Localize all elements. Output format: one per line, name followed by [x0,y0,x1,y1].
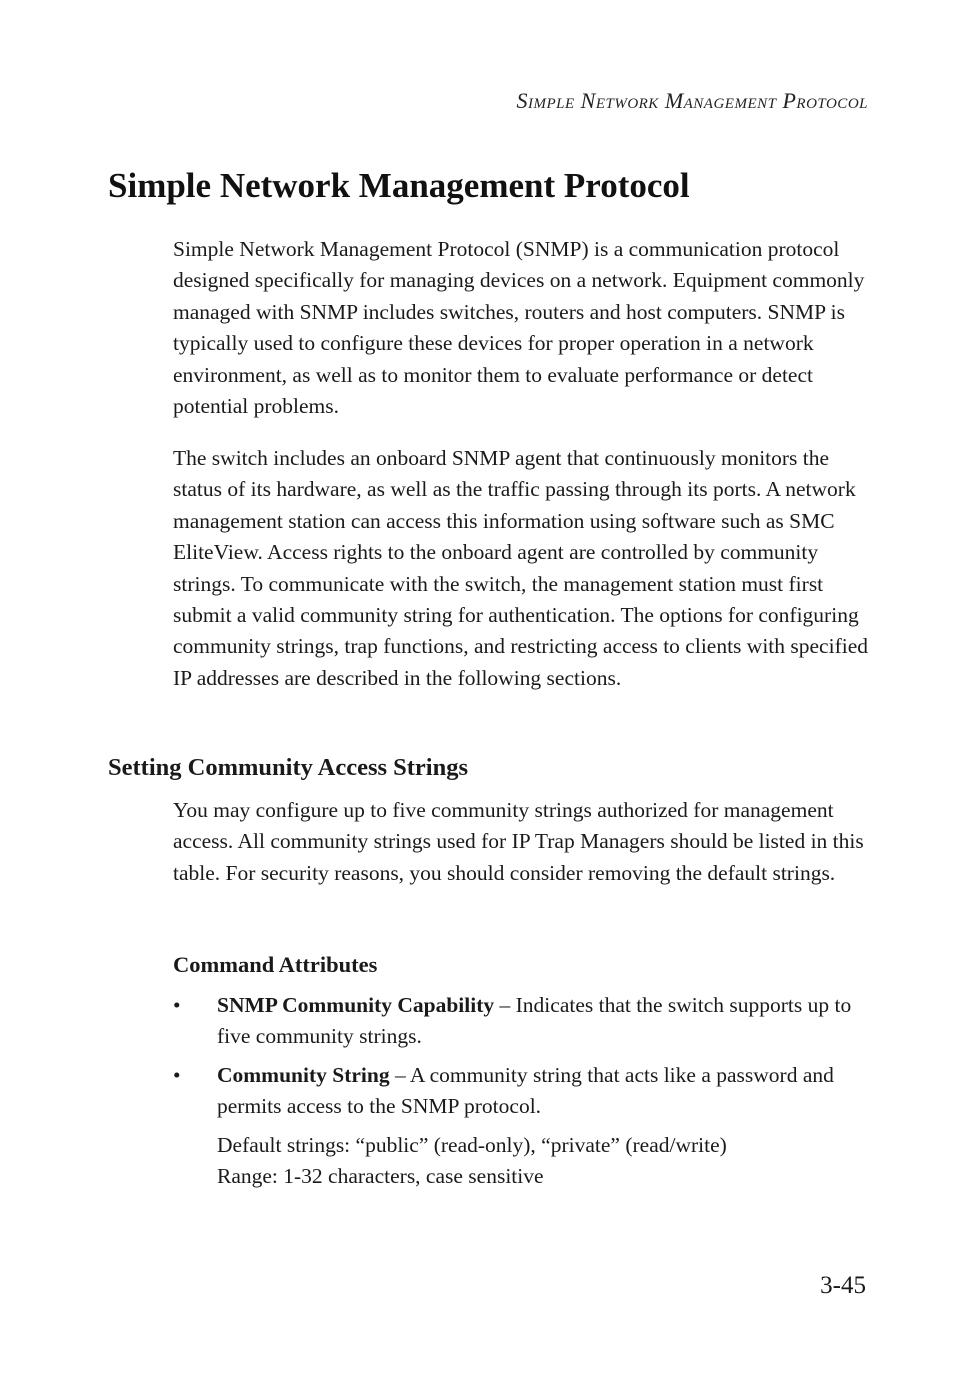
command-attributes-heading: Command Attributes [173,952,378,977]
attribute-description: – Indicates that the switch supports up to five community strings. [217,993,852,1049]
range-note: Range: 1-32 characters, case sensitive [217,1164,544,1188]
attribute-body [217,1060,873,1123]
page-title: Simple Network Management Protocol [108,166,690,205]
bullet-icon: • [173,993,181,1017]
attribute-description: – A community string that acts like a password and permits access to the SNMP protocol. [217,1063,834,1119]
attribute-body [217,990,873,1053]
default-strings-note: Default strings: “public” (read-only), “private” (read/write) [217,1133,727,1157]
attribute-term: SNMP Community Capability [217,993,495,1017]
attribute-item-snmp-community-capability [173,990,873,1053]
bullet-icon: • [173,1063,181,1087]
attribute-term: Community String [217,1063,390,1087]
section-paragraph: You may configure up to five community strings authorized for management access. All community strings used for IP Trap Managers should be listed in this table. For security reasons, you should consider removing the default strings. [173,798,864,885]
attribute-item-community-string [173,1060,873,1123]
intro-paragraph-2: The switch includes an onboard SNMP agent that continuously monitors the status of its hardware, as well as the traffic passing through its ports. A network management station can access this information using software such as SMC EliteView. Access rights to the onboard agent are controlled by community strings. To communicate with the switch, the management station must first submit a valid community string for authentication. The options for configuring community strings, trap functions, and restricting access to clients with specified IP addresses are described in the following sections. [173,446,869,690]
intro-paragraph-1: Simple Network Management Protocol (SNMP) is a communication protocol designed specifically for managing devices on a network. Equipment commonly managed with SNMP includes switches, routers and host computers. SNMP is typically used to configure these devices for proper operation in a network environment, as well as to monitor them to evaluate performance or detect potential problems. [173,237,865,419]
section-heading: Setting Community Access Strings [108,754,469,781]
running-header: Simple Network Management Protocol [516,88,868,113]
page-number: 3-45 [820,1272,866,1299]
